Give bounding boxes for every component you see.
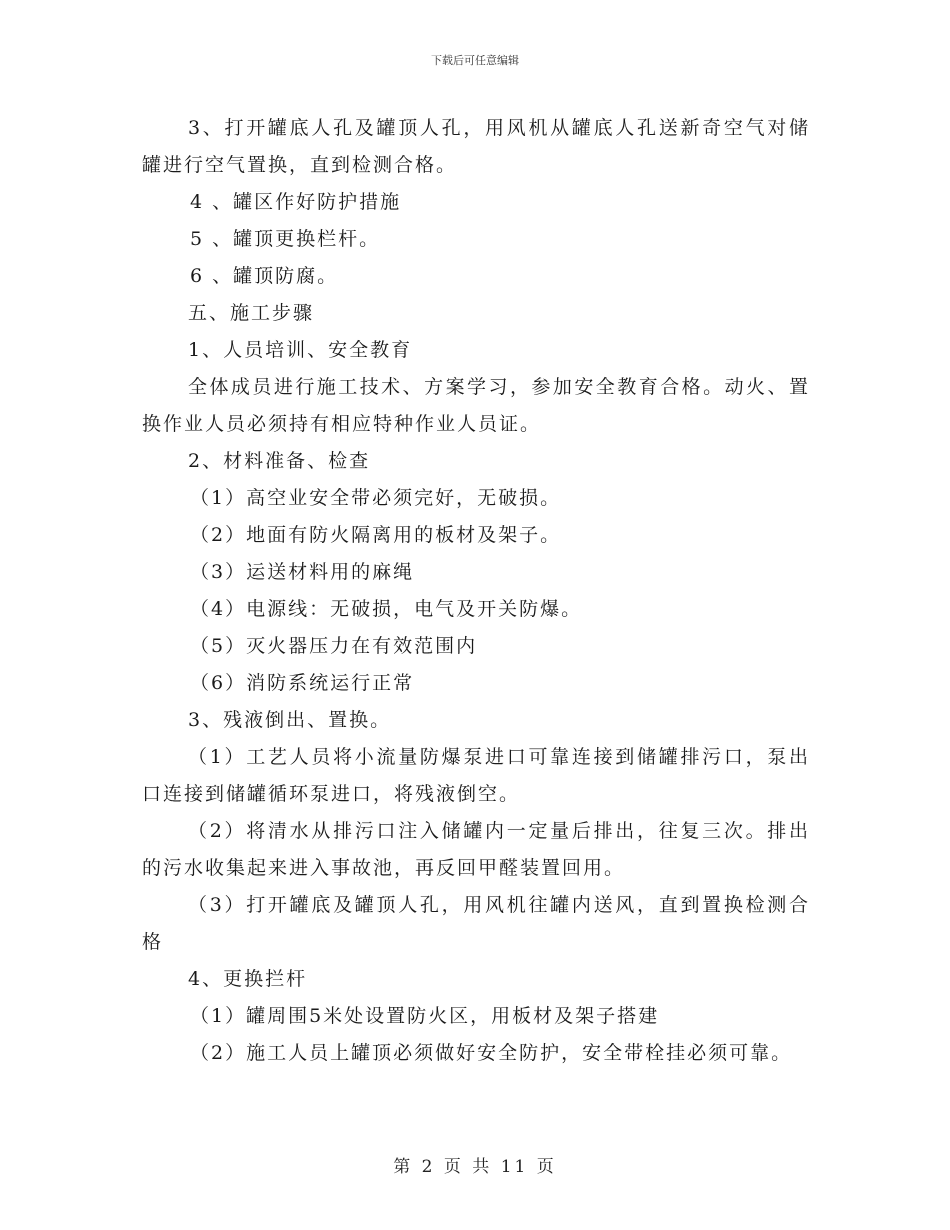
list-item-residue-1: （1）工艺人员将小流量防爆泵进口可靠连接到储罐排污口，泵出口连接到储罐循环泵进口，将残液倒空。	[142, 746, 810, 805]
page-header: 下载后可任意编辑	[431, 54, 519, 67]
list-item-materials-3: （3）运送材料用的麻绳	[190, 561, 415, 583]
paragraph-training-body: 全体成员进行施工技术、方案学习，参加安全教育合格。动火、置换作业人员必须持有相应特种作业人员证。	[142, 376, 810, 435]
subheading-materials: 2、材料准备、检查	[188, 450, 371, 472]
subheading-replace-railing: 4、更换拦杆	[188, 968, 308, 990]
list-item-materials-6: （6）消防系统运行正常	[190, 672, 415, 694]
subheading-residue: 3、残液倒出、置换。	[188, 709, 392, 731]
list-item-materials-1: （1）高空业安全带必须完好，无破损。	[190, 487, 562, 509]
list-item-railing-1: （1）罐周围5米处设置防火区，用板材及架子搭建	[190, 1005, 660, 1027]
list-item-railing-2: （2）施工人员上罐顶必须做好安全防护，安全带栓挂必须可靠。	[190, 1042, 793, 1064]
subheading-training: 1、人员培训、安全教育	[188, 339, 413, 361]
list-item-materials-5: （5）灭火器压力在有效范围内	[190, 635, 478, 657]
document-body	[142, 110, 810, 1072]
paragraph-step5-railing: 5 、罐顶更换栏杆。	[190, 228, 381, 250]
page-number-footer: 第 2 页 共 11 页	[393, 1157, 557, 1177]
paragraph-step3-manhole: 3、打开罐底人孔及罐顶人孔，用风机从罐底人孔送新奇空气对储罐进行空气置换，直到检测合格。	[142, 117, 810, 176]
section-heading-construction-steps: 五、施工步骤	[188, 302, 315, 324]
list-item-materials-4: （4）电源线：无破损，电气及开关防爆。	[190, 598, 583, 620]
list-item-materials-2: （2）地面有防火隔离用的板材及架子。	[190, 524, 562, 546]
paragraph-step4-protection: 4 、罐区作好防护措施	[190, 191, 402, 213]
list-item-residue-2: （2）将清水从排污口注入储罐内一定量后排出，往复三次。排出的污水收集起来进入事故池，再反回甲醛装置回用。	[142, 820, 810, 879]
paragraph-step6-anticorrosion: 6 、罐顶防腐。	[190, 265, 339, 287]
list-item-residue-3: （3）打开罐底及罐顶人孔，用风机往罐内送风，直到置换检测合格	[142, 894, 810, 953]
